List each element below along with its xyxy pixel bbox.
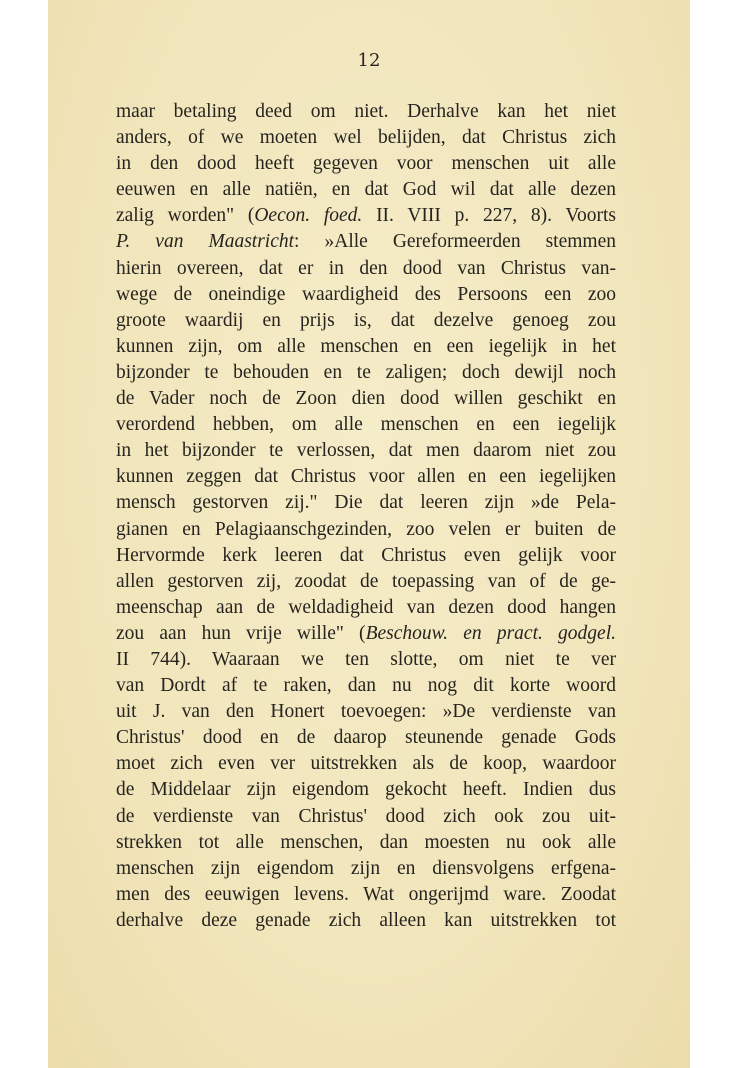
text-line: de Vader noch de Zoon dien dood willen geschikt en bbox=[116, 388, 616, 410]
text-line: moet zich even ver uitstrekken als de koop, waardoor bbox=[116, 753, 616, 775]
text-line: wege de oneindige waardigheid des Persoons een zoo bbox=[116, 283, 616, 305]
text-line: derhalve deze genade zich alleen kan uitstrekken tot bbox=[116, 909, 616, 931]
text-line: II 744). Waaraan we ten slotte, om niet te ver bbox=[116, 648, 616, 670]
book-page bbox=[48, 0, 690, 1068]
body-text bbox=[116, 99, 616, 934]
text-line: Christus' dood en de daarop steunende genade Gods bbox=[116, 727, 616, 749]
text-line: gianen en Pelagiaanschgezinden, zoo velen er buiten de bbox=[116, 518, 616, 540]
text-line: verordend hebben, om alle menschen en een iegelijk bbox=[116, 414, 616, 436]
text-line: kunnen zeggen dat Christus voor allen en een iegelijken bbox=[116, 466, 616, 488]
text-line: zalig worden" (Oecon. foed. II. VIII p. 227, 8). Voorts bbox=[116, 205, 616, 227]
text-line: van Dordt af te raken, dan nu nog dit korte woord bbox=[116, 675, 616, 697]
text-line: zou aan hun vrije wille" (Beschouw. en pract. godgel. bbox=[116, 622, 616, 644]
text-line: meenschap aan de weldadigheid van dezen dood hangen bbox=[116, 596, 616, 618]
text-line: de verdienste van Christus' dood zich ook zou uit- bbox=[116, 805, 616, 827]
italic-citation: Oecon. foed. bbox=[254, 205, 363, 227]
text-line: allen gestorven zij, zoodat de toepassing van of de ge- bbox=[116, 570, 616, 592]
italic-citation: Beschouw. en pract. godgel. bbox=[365, 622, 616, 644]
text-line: anders, of we moeten wel belijden, dat Christus zich bbox=[116, 127, 616, 149]
page-number: 12 bbox=[357, 50, 381, 71]
text-line: in het bijzonder te verlossen, dat men daarom niet zou bbox=[116, 440, 616, 462]
text-line: kunnen zijn, om alle menschen en een iegelijk in het bbox=[116, 335, 616, 357]
text-line: hierin overeen, dat er in den dood van Christus van- bbox=[116, 257, 616, 279]
text-line: P. van Maastricht: »Alle Gereformeerden stemmen bbox=[116, 231, 616, 253]
text-line: bijzonder te behouden en te zaligen; doch dewijl noch bbox=[116, 361, 616, 383]
text-line: uit J. van den Honert toevoegen: »De verdienste van bbox=[116, 701, 616, 723]
text-line: men des eeuwigen levens. Wat ongerijmd ware. Zoodat bbox=[116, 883, 616, 905]
text-line: menschen zijn eigendom zijn en diensvolgens erfgena- bbox=[116, 857, 616, 879]
text-line: strekken tot alle menschen, dan moesten nu ook alle bbox=[116, 831, 616, 853]
text-line: de Middelaar zijn eigendom gekocht heeft. Indien dus bbox=[116, 779, 616, 801]
text-line: eeuwen en alle natiën, en dat God wil dat alle dezen bbox=[116, 179, 616, 201]
text-line: maar betaling deed om niet. Derhalve kan het niet bbox=[116, 101, 616, 122]
text-line: groote waardij en prijs is, dat dezelve genoeg zou bbox=[116, 309, 616, 331]
text-line: in den dood heeft gegeven voor menschen uit alle bbox=[116, 153, 616, 175]
text-line: mensch gestorven zij." Die dat leeren zijn »de Pela- bbox=[116, 492, 616, 514]
italic-citation: P. van Maastricht bbox=[116, 231, 295, 253]
text-line: Hervormde kerk leeren dat Christus even gelijk voor bbox=[116, 544, 616, 566]
